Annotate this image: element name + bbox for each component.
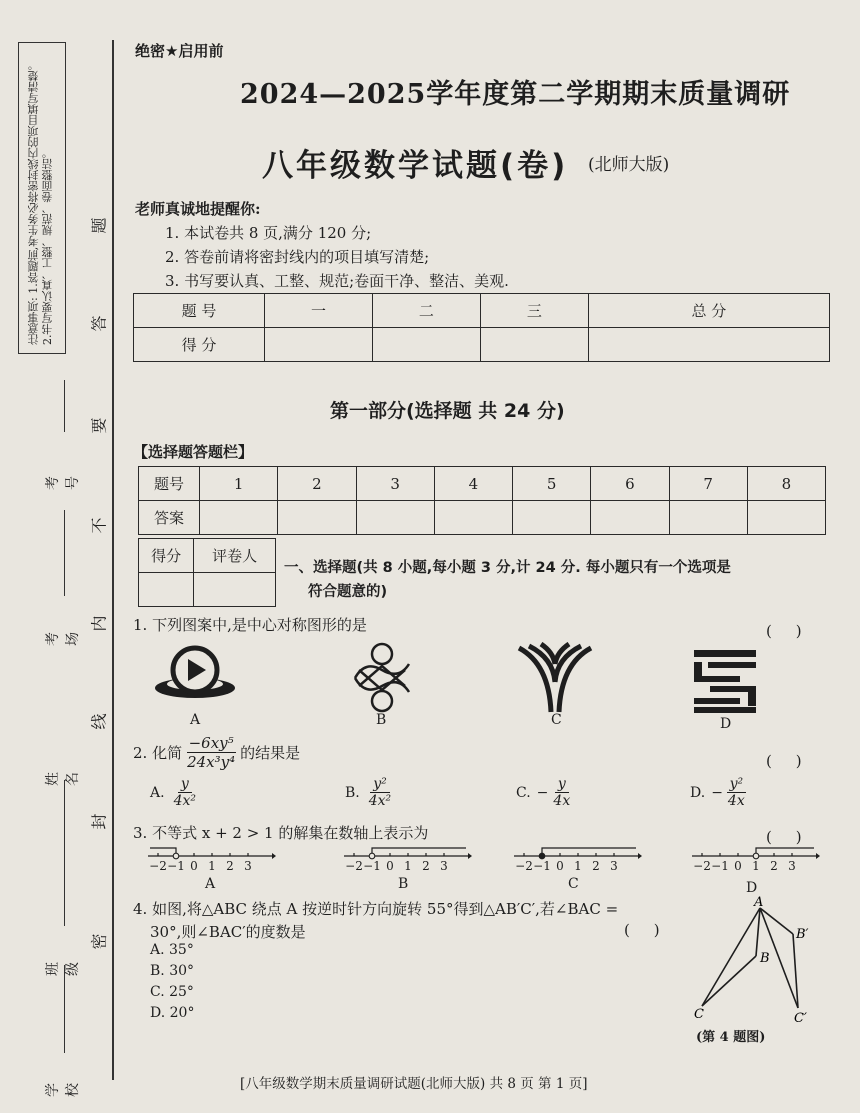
answer-table-header: 7 — [669, 467, 747, 501]
answer-table-header: 5 — [513, 467, 591, 501]
q2-fraction-numerator: −6xy⁵ — [188, 734, 234, 752]
exam-title: 2024—2025学年度第二学期期末质量调研 — [240, 79, 791, 110]
number-line-tick-label: 0 — [386, 859, 394, 873]
q2-option-a[interactable] — [150, 776, 199, 809]
q4-point-b: B — [760, 951, 770, 966]
q3-numberline-a[interactable] — [146, 840, 276, 874]
q4-stem-line-2: 30°,则∠BAC′的度数是 — [150, 923, 306, 941]
q2-fraction — [185, 734, 237, 771]
q2-option-d-den: 4x — [727, 793, 745, 809]
field-exam-room-line — [64, 510, 65, 596]
answer-table-header: 8 — [747, 467, 825, 501]
number-line-tick-label: 2 — [592, 859, 600, 873]
q4-point-c-prime: C′ — [794, 1011, 807, 1026]
grader-name-cell[interactable] — [194, 573, 276, 607]
field-school-line — [64, 965, 65, 1053]
number-line-tick-label: 1 — [574, 859, 582, 873]
field-exam-room[interactable] — [45, 600, 81, 660]
q2-option-a-den: 4x² — [173, 793, 196, 809]
q2-option-c-fraction — [550, 776, 573, 809]
score-cell[interactable] — [265, 328, 373, 362]
q4-stem-line-1: 4. 如图,将△ABC 绕点 A 按逆时针方向旋转 55°得到△AB′C′,若∠BAC = — [133, 900, 619, 918]
grader-score-cell[interactable] — [139, 573, 194, 607]
q2-stem — [133, 734, 300, 771]
score-cell[interactable] — [588, 328, 829, 362]
q3-label-b: B — [398, 876, 409, 892]
field-name-label: 姓名 — [45, 772, 81, 786]
grader-score-label: 得分 — [139, 539, 194, 573]
q1-figure-d — [690, 648, 760, 714]
field-exam-room-label: 考场 — [45, 632, 81, 646]
q2-stem-before: 2. 化简 — [133, 744, 183, 762]
q3-label-a: A — [205, 876, 216, 892]
q2-option-b-fraction — [366, 776, 394, 809]
notice-box — [18, 42, 66, 354]
answer-table-header: 4 — [434, 467, 512, 501]
number-line-arrow — [468, 853, 472, 859]
seal-word-6: 线 — [89, 713, 109, 730]
q3-stem: 3. 不等式 x + 2 > 1 的解集在数轴上表示为 — [133, 824, 429, 842]
q3-numberline-b[interactable] — [342, 840, 472, 874]
secret-mark: 绝密★启用前 — [135, 42, 224, 60]
score-table-label: 得 分 — [134, 328, 265, 362]
reminder-item-3: 3. 书写要认真、工整、规范;卷面干净、整洁、美观. — [165, 272, 509, 290]
q1-stem: 1. 下列图案中,是中心对称图形的是 — [133, 616, 367, 634]
q2-option-b-label: B. — [345, 784, 360, 801]
answer-cell[interactable] — [278, 501, 356, 535]
seal-word-2: 答 — [89, 315, 109, 332]
q2-option-b-den: 4x² — [368, 793, 392, 809]
q2-option-d-sign: − — [711, 784, 723, 801]
q1-figure-a — [150, 640, 240, 710]
answer-table-header: 题号 — [139, 467, 200, 501]
number-line-tick-label: 0 — [556, 859, 564, 873]
number-line-tick-label: 3 — [440, 859, 448, 873]
field-class-label: 班级 — [45, 962, 81, 976]
open-point — [753, 853, 759, 859]
q2-option-c-sign: − — [536, 784, 549, 801]
field-exam-number-line — [64, 380, 65, 432]
field-class[interactable] — [45, 930, 81, 990]
q1-figure-b — [345, 640, 420, 715]
grader-name-label: 评卷人 — [194, 539, 276, 573]
score-cell[interactable] — [480, 328, 588, 362]
open-point — [173, 853, 179, 859]
answer-cell[interactable] — [434, 501, 512, 535]
q3-numberline-c[interactable] — [512, 840, 642, 874]
reminder-item-2: 2. 答卷前请将密封线内的项目填写清楚; — [165, 248, 430, 266]
score-table-header: 总 分 — [588, 294, 829, 328]
q2-option-b-num: y² — [370, 776, 390, 793]
q2-option-d-fraction — [725, 776, 748, 809]
seal-word-1: 题 — [89, 217, 109, 234]
number-line-tick-label: −1 — [533, 859, 551, 873]
score-table-header: 题 号 — [134, 294, 265, 328]
number-line-tick-label: 1 — [752, 859, 760, 873]
field-school-label: 学校 — [45, 1083, 81, 1097]
score-table-header: 一 — [265, 294, 373, 328]
number-line-tick-label: 1 — [208, 859, 216, 873]
number-line-tick-label: −1 — [711, 859, 729, 873]
q4-option-d[interactable]: D. 20° — [150, 1005, 195, 1021]
closed-point — [539, 853, 545, 859]
score-table-header: 三 — [480, 294, 588, 328]
number-line-tick-label: −2 — [345, 859, 363, 873]
q4-point-a: A — [754, 896, 764, 910]
paper-subtitle: 八年级数学试题(卷) — [262, 148, 569, 184]
number-line-tick-label: 2 — [422, 859, 430, 873]
field-exam-number[interactable] — [45, 440, 81, 530]
answer-cell[interactable] — [200, 501, 278, 535]
number-line-arrow — [816, 853, 820, 859]
q1-figure-c — [515, 642, 595, 714]
answer-cell[interactable] — [747, 501, 825, 535]
number-line-tick-label: −1 — [363, 859, 381, 873]
number-line-tick-label: −2 — [149, 859, 167, 873]
binding-line — [112, 40, 114, 1080]
number-line-tick-label: 3 — [788, 859, 796, 873]
number-line-tick-label: 0 — [734, 859, 742, 873]
seal-word-4: 不 — [89, 517, 109, 534]
answer-table-label: 答案 — [139, 501, 200, 535]
q2-option-a-label: A. — [150, 784, 165, 801]
q3-label-c: C — [568, 876, 579, 892]
number-line-tick-label: 2 — [770, 859, 778, 873]
q4-point-c: C — [694, 1007, 704, 1022]
number-line-tick-label: −1 — [167, 859, 185, 873]
number-line-tick-label: 1 — [404, 859, 412, 873]
answer-table — [138, 466, 826, 535]
field-class-line — [64, 840, 65, 926]
answer-table-header: 6 — [591, 467, 669, 501]
q2-option-d-num: y² — [727, 776, 747, 793]
q2-option-c-num: y — [555, 776, 569, 793]
score-cell[interactable] — [372, 328, 480, 362]
number-line-tick-label: −2 — [693, 859, 711, 873]
number-line-tick-label: 0 — [190, 859, 198, 873]
number-line-tick-label: 3 — [610, 859, 618, 873]
number-line-tick-label: 2 — [226, 859, 234, 873]
q4-bracket: ( ) — [624, 921, 660, 939]
seal-word-8: 密 — [89, 933, 109, 950]
q4-point-b-prime: B′ — [796, 927, 809, 942]
grader-table — [138, 538, 276, 607]
q2-option-a-num: y — [178, 776, 192, 793]
edition-label: (北师大版) — [588, 155, 670, 175]
q2-option-c-label: C. — [516, 784, 531, 801]
section-heading-line-1: 一、选择题(共 8 小题,每小题 3 分,计 24 分. 每小题只有一个选项是 — [284, 560, 731, 576]
score-table-header: 二 — [372, 294, 480, 328]
open-point — [369, 853, 375, 859]
q1-label-b: B — [376, 712, 387, 728]
part1-title: 第一部分(选择题 共 24 分) — [330, 400, 565, 422]
q3-label-d: D — [746, 880, 758, 896]
answer-cell[interactable] — [356, 501, 434, 535]
seal-word-5: 内 — [89, 615, 109, 632]
q2-option-c-den: 4x — [553, 793, 571, 809]
answer-table-header: 3 — [356, 467, 434, 501]
reminder-item-1: 1. 本试卷共 8 页,满分 120 分; — [165, 224, 372, 242]
number-line-arrow — [272, 853, 276, 859]
score-table — [133, 293, 830, 362]
q2-option-a-fraction — [171, 776, 199, 809]
answer-cell[interactable] — [591, 501, 669, 535]
field-exam-number-label: 考号 — [45, 476, 81, 490]
q2-stem-after: 的结果是 — [240, 744, 301, 762]
q1-label-a: A — [190, 712, 201, 728]
q4-figure — [690, 896, 825, 1026]
q3-bracket: ( ) — [766, 828, 802, 846]
answer-cell[interactable] — [669, 501, 747, 535]
q2-option-d[interactable] — [690, 776, 748, 809]
q3-numberline-d[interactable] — [690, 840, 820, 874]
q1-label-d: D — [720, 716, 732, 732]
answer-table-header: 1 — [200, 467, 278, 501]
q4-option-c[interactable]: C. 25° — [150, 984, 194, 1000]
field-name[interactable] — [45, 740, 81, 800]
field-school[interactable] — [45, 1055, 81, 1097]
q2-option-d-label: D. — [690, 784, 706, 801]
q2-option-b[interactable] — [345, 776, 394, 809]
q4-option-b[interactable]: B. 30° — [150, 963, 195, 979]
number-line-arrow — [638, 853, 642, 859]
q4-option-a[interactable]: A. 35° — [150, 942, 194, 958]
answer-cell[interactable] — [513, 501, 591, 535]
q1-bracket: ( ) — [766, 622, 802, 640]
binding-strip — [0, 0, 120, 1113]
reminder-heading: 老师真诚地提醒你: — [135, 200, 261, 218]
q2-bracket: ( ) — [766, 752, 802, 770]
number-line-tick-label: 3 — [244, 859, 252, 873]
number-line-tick-label: −2 — [515, 859, 533, 873]
q1-label-c: C — [551, 712, 562, 728]
q4-figure-caption: (第 4 题图) — [696, 1030, 766, 1045]
answer-bar-title: 【选择题答题栏】 — [133, 443, 254, 461]
section-heading-line-2: 符合题意的) — [308, 584, 388, 600]
seal-word-3: 要 — [89, 417, 109, 434]
q2-fraction-denominator: 24x³y⁴ — [187, 753, 236, 771]
seal-word-7: 封 — [89, 813, 109, 830]
page-footer: [八年级数学期末质量调研试题(北师大版) 共 8 页 第 1 页] — [240, 1076, 588, 1092]
notice-text: 注意事项: 1.答题前,考生务必将密封线内的项目填写清楚。 2.书写要认真、工整、规范、卷面整洁。 — [27, 59, 54, 345]
answer-table-header: 2 — [278, 467, 356, 501]
q2-option-c[interactable] — [516, 776, 573, 809]
